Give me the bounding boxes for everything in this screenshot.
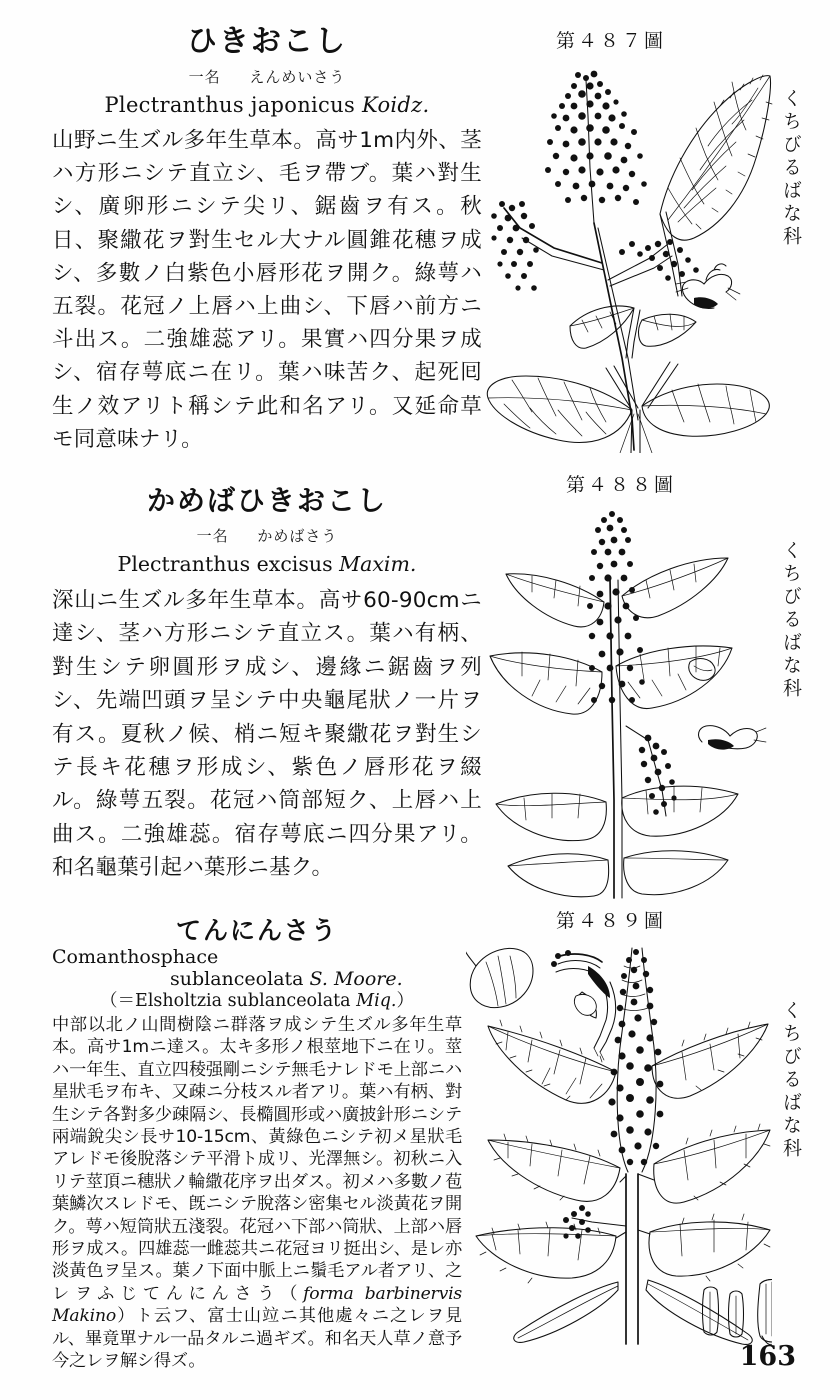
entry-3-scientific-name [52,946,462,1012]
entry-1-authority: Koidz. [362,93,430,117]
entry-3-synonym-line [52,990,462,1012]
entry-3-forma-latin-text: forma barbinervis Makino [52,1283,462,1327]
entry-3-synonym-authority: Miq. [356,991,397,1011]
figure-487-illustration [482,58,774,453]
entry-3-species-line [52,968,462,990]
figure-487-caption: 第４８７圖 [556,30,667,52]
entry-1-scientific-name [52,93,482,117]
figure-489-illustration [466,946,772,1346]
entry-2-alt-name [52,525,482,546]
entry-tenninsou [52,916,462,1373]
entry-3-description [52,1014,462,1373]
entry-3-heading: てんにんさう [175,916,338,945]
entry-3-description-part2: ）ト云フ、富士山竝ニ其他處々ニ之レヲ見ル、畢竟單ナル一品タルニ過ギズ。和名天人草ノ意予今之レヲ解シ得ズ。 [52,1306,462,1372]
comanthosphace-sublanceolata-drawing [466,946,772,1346]
entry-2-alt-value: かめばさう [257,527,338,545]
family-name-vertical-3: くちびるばな科 [780,1000,802,1161]
entry-2-authority: Maxim. [339,552,417,576]
entry-3-species: sublanceolata [170,968,304,990]
figure-489-caption: 第４８９圖 [556,910,667,932]
entry-3-synonym-prefix: （＝Elsholtzia sublanceolata [100,991,351,1011]
entry-2-alt-label: 一名 [196,527,229,545]
plectranthus-japonicus-drawing [482,58,774,453]
entry-2-scientific-name [52,552,482,576]
figure-488-caption: 第４８８圖 [566,474,677,496]
entry-2-heading: かめばひきおこし [146,484,387,517]
entry-1-alt-value: えんめいさう [249,68,346,86]
page-number: 163 [739,1341,796,1372]
entry-1-alt-name [52,66,482,87]
plectranthus-excisus-drawing [482,500,774,900]
figure-488-illustration [482,500,774,900]
entry-2-description: 深山ニ生ズル多年生草本。高サ60-90cmニ達シ、茎ハ方形ニシテ直立ス。葉ハ有柄、對生シテ卵圓形ヲ成シ、邊緣ニ鋸齒ヲ列シ、先端凹頭ヲ呈シテ中央龜尾狀ノ一片ヲ有ス。夏秋ノ候、梢ニ短キ聚繖花ヲ對生シテ長キ花穗ヲ形成シ、紫色ノ唇形花ヲ綴ル。綠萼五裂。花冠ハ筒部短ク、上唇ハ上曲ス。二強雄蕊。宿存萼底ニ四分果アリ。和名龜葉引起ハ葉形ニ基ク。 [52,588,482,881]
entry-hikiokoshi [52,22,482,456]
entry-1-alt-label: 一名 [188,68,221,86]
figure-489-caption-wrap [556,906,666,933]
entry-1-binomial: Plectranthus japonicus [104,93,356,117]
family-name-vertical-2: くちびるばな科 [780,540,802,701]
entry-3-description-part1: 中部以北ノ山間樹陰ニ群落ヲ成シテ生ズル多年生草本。高サ1mニ達ス。太キ多形ノ根莖地下ニ在リ。莖ハ一年生、直立四稜强剛ニシテ無毛ナレドモ上部ニハ星狀毛ヲ布キ、又疎ニ分枝スル者アリ。葉ハ有柄、對生シテ各對多少疎隔シ、長橢圓形或ハ廣披針形ニシテ兩端銳尖シ長サ10-15cm、黃綠色ニシテ初メ星狀毛アレドモ後脫落シテ平滑ト成リ、光澤無シ。初秋ニ入リテ莖頂ニ穗狀ノ輪繖花序ヲ出ダス。初メハ多數ノ苞葉鱗次スレドモ、旣ニシテ脫落シ密集セル淡黃花ヲ開ク。萼ハ短筒狀五淺裂。花冠ハ下部ハ筒狀、上部ハ唇形ヲ成ス。四雄蕊一雌蕊共ニ花冠ヨリ挺出シ、是レ亦淡黃色ヲ呈ス。葉ノ下面中脈上ニ鬚毛アル者アリ、之レヲふじてんにんさう（ [52,1015,462,1304]
entry-3-synonym-suffix: ） [396,991,414,1011]
family-name-vertical-1: くちびるばな科 [780,88,802,249]
entry-2-binomial: Plectranthus excisus [117,552,333,576]
entry-1-description: 山野ニ生ズル多年生草本。高サ1m内外、茎ハ方形ニシテ直立シ、毛ヲ帶ブ。葉ハ對生シ、廣卵形ニシテ尖リ、鋸齒ヲ有ス。秋日、聚繖花ヲ對生セル大ナル圓錐花穗ヲ成シ、多數ノ白紫色小唇形花ヲ開ク。綠萼ハ五裂。花冠ノ上唇ハ上曲シ、下唇ハ前方ニ斗出ス。二強雄蕊アリ。果實ハ四分果ヲ成シ、宿存萼底ニ在リ。葉ハ味苦ク、起死囘生ノ效アリト稱シテ此和名アリ。又延命草モ同意味ナリ。 [52,128,482,452]
entry-3-genus: Comanthosphace [52,946,219,968]
entry-kamebahikiokoshi [52,482,482,885]
entry-1-heading: ひきおこし [187,24,347,59]
figure-487-caption-wrap [556,26,666,53]
figure-488-caption-wrap [566,470,676,497]
entry-3-authority: S. Moore. [309,968,403,990]
